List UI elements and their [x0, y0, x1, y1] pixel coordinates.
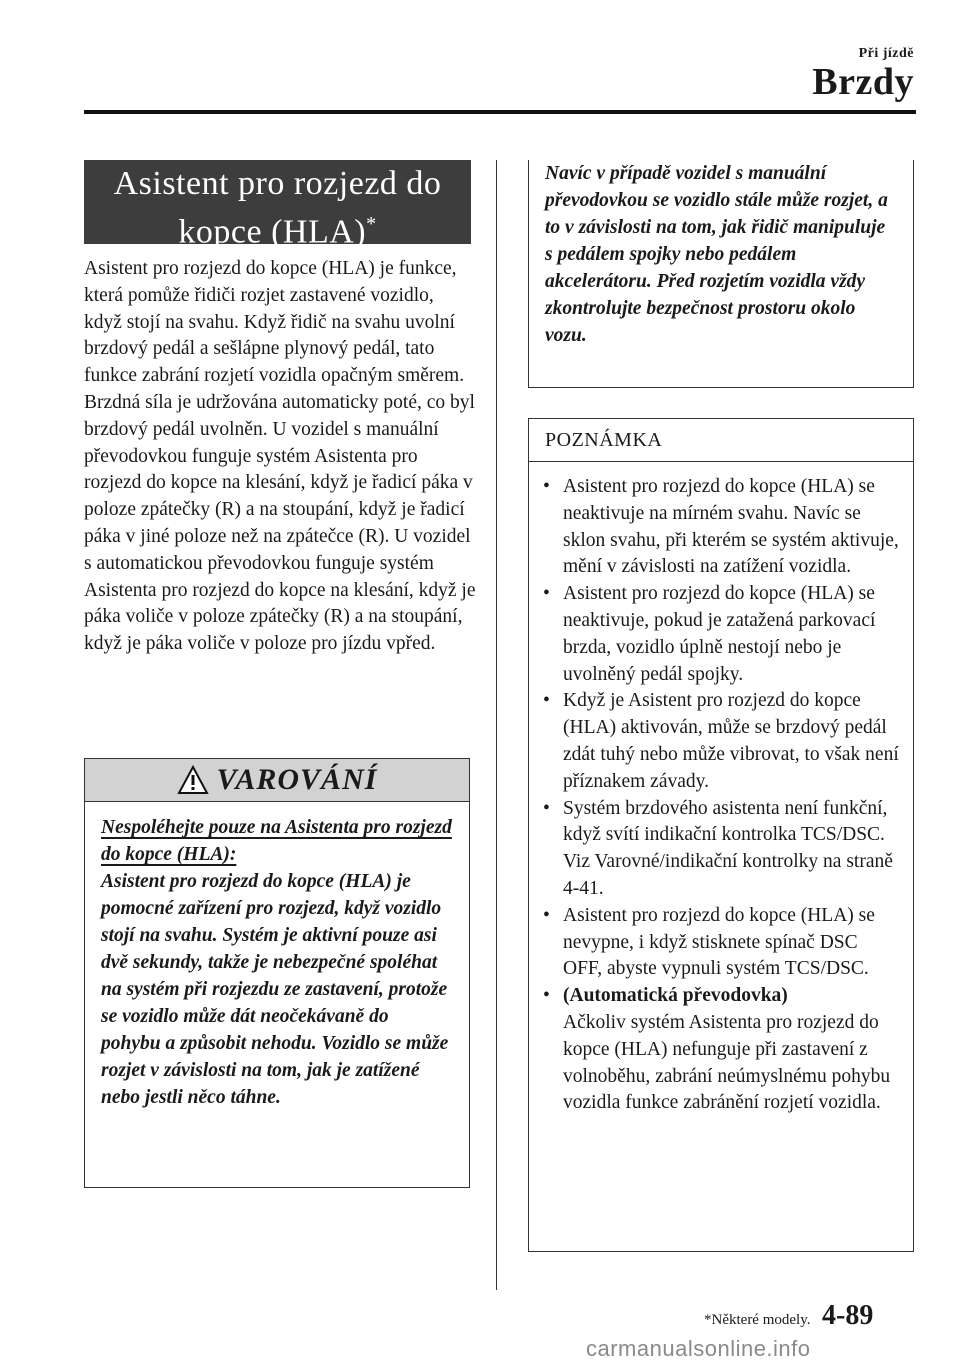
note-item-text: Asistent pro rozjezd do kopce (HLA) se nevypne, i když stisknete spínač DSC OFF, abyste vypnuli systém TCS/DSC.: [563, 904, 875, 980]
note-item-bold: (Automatická převodovka): [563, 985, 788, 1007]
bullet: •: [543, 476, 550, 497]
list-item: [543, 581, 899, 688]
bullet: •: [543, 904, 550, 926]
warning-label: VAROVÁNÍ: [216, 763, 378, 796]
chapter-subtitle: Při jízdě: [858, 46, 914, 61]
warning-triangle-icon: [177, 765, 209, 795]
note-header: POZNÁMKA: [529, 419, 913, 462]
list-item: [543, 796, 899, 903]
watermark: carmanualsonline.info: [586, 1336, 811, 1361]
warning-body: [85, 802, 469, 1111]
warning-header: [85, 758, 469, 802]
warning-box: [84, 758, 470, 1188]
warning-lead: Nespoléhejte pouze na Asistenta pro rozjezd do kopce (HLA):: [101, 817, 452, 865]
page-number: 4-89: [822, 1300, 874, 1331]
note-list: [529, 462, 913, 1117]
bullet: •: [543, 985, 550, 1007]
note-item-text: Když je Asistent pro rozjezd do kopce (HLA) aktivován, může se brzdový pedál zdát tuhý nebo může vibrovat, to však není příznakem závady.: [563, 690, 899, 792]
bullet: •: [543, 583, 550, 605]
section-body-text: Asistent pro rozjezd do kopce (HLA) je funkce, která pomůže řidiči rozjet zastavené vozidlo, když stojí na svahu. Když řidič na svahu uvolní brzdový pedál a sešlápne plynový pedál, tato funkce zabrání rozjetí vozidla opačným směrem. Brzdná síla je udržována automaticky poté, co byl brzdový pedál uvolněn. U vozidel s manuální převodovkou funguje systém Asistenta pro rozjezd do kopce na klesání, když je řadicí páka v poloze zpátečky (R) a na stoupání, když je řadicí páka v jiné poloze než na zpátečce (R). U vozidel s automatickou převodovkou funguje systém Asistenta pro rozjezd do kopce na klesání, když je páka voliče v poloze zpátečky (R) a na stoupání, když je páka voliče v poloze pro jízdu vpřed.: [84, 258, 476, 655]
chapter-title: Brzdy: [812, 61, 914, 103]
list-item: [543, 983, 899, 1117]
section-title-mark: *: [366, 213, 377, 235]
column-divider: [496, 160, 497, 1290]
section-title: [84, 160, 471, 251]
bullet: •: [543, 690, 550, 712]
note-item-text: Asistent pro rozjezd do kopce (HLA) se neaktivuje na mírném svahu. Navíc se sklon svahu, při kterém se systém aktivuje, mění v závislosti na zatížení vozidla.: [563, 476, 899, 578]
note-box: [528, 418, 914, 1252]
warning-continuation: Navíc v případě vozidel s manuální převodovkou se vozidlo stále může rozjet, a to v závislosti na tom, jak řidič manipuluje s pedálem spojky nebo pedálem akcelerátoru. Před rozjetím vozidla vždy zkontrolujte bezpečnost prostoru okolo vozu.: [528, 160, 914, 388]
note-item-text: Systém brzdového asistenta není funkční, když svítí indikační kontrolka TCS/DSC. Viz Varovné/indikační kontrolky na straně 4-41.: [563, 797, 893, 899]
list-item: [543, 474, 899, 581]
warning-text: Asistent pro rozjezd do kopce (HLA) je pomocné zařízení pro rozjezd, když vozidlo stojí na svahu. Systém je aktivní pouze asi dvě sekundy, takže je nebezpečné spoléhat na systém při rozjezdu ze zastavení, protože se vozidlo může dát neočekávaně do pohybu a způsobit nehodu. Vozidlo se může rozjet v závislosti na tom, jak je zatížené nebo jestli něco táhne.: [101, 871, 449, 1108]
list-item: [543, 688, 899, 795]
header-rule: [84, 110, 916, 114]
list-item: [543, 903, 899, 983]
section-title-line1: Asistent pro rozjezd do: [113, 165, 442, 202]
section-title-line2: kopce (HLA): [178, 213, 367, 251]
bullet: •: [543, 797, 550, 819]
note-item-text: Ačkoliv systém Asistenta pro rozjezd do kopce (HLA) nefunguje při zastavení z volnoběhu, zabrání neúmyslnému pohybu vozidla funkce zabránění rozjetí vozidla.: [563, 1011, 891, 1114]
footnote: *Některé modely.: [704, 1312, 811, 1328]
note-item-text: Asistent pro rozjezd do kopce (HLA) se neaktivuje, pokud je zatažená parkovací brzda, vozidlo úplně nestojí nebo je uvolněný pedál spojky.: [563, 583, 876, 685]
